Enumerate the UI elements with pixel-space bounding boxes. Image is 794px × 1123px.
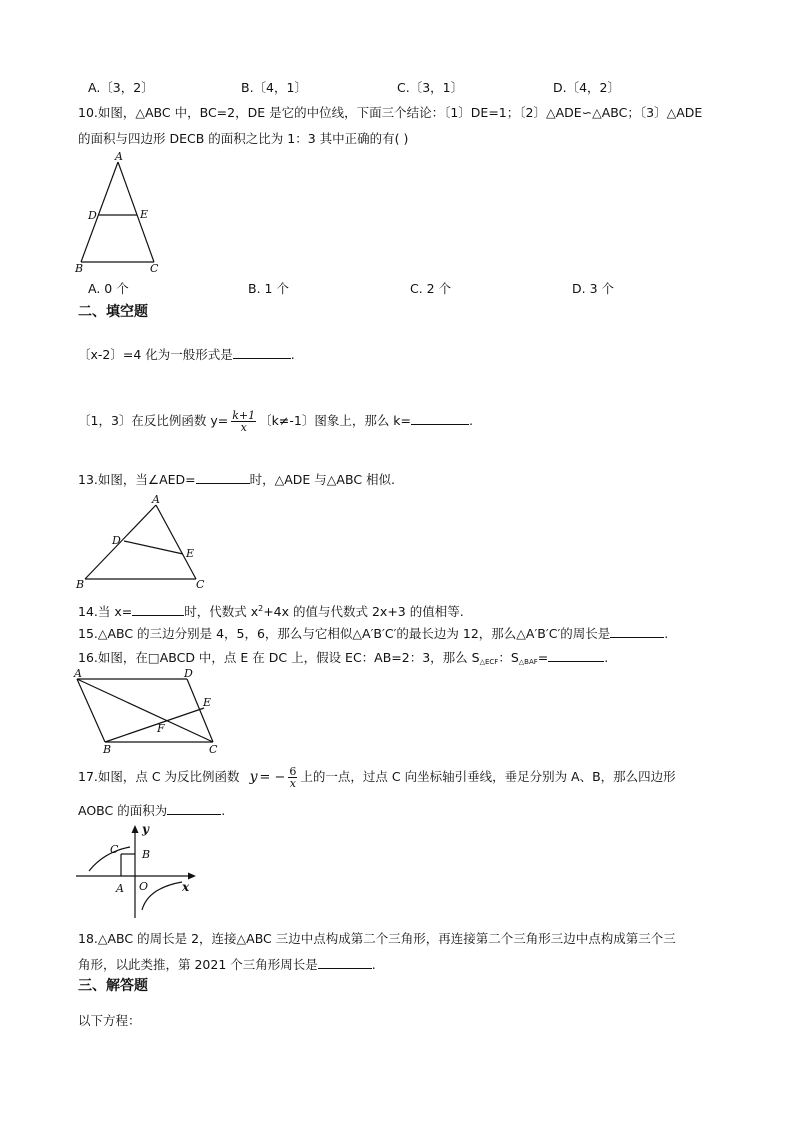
q11-end: . xyxy=(290,347,295,362)
q13 xyxy=(78,471,395,488)
q10-label-d: D xyxy=(88,209,97,222)
q13-label-c: C xyxy=(196,578,205,591)
q13-label-d: D xyxy=(112,534,121,547)
q17-pre: 17.如图，点 C 为反比例函数 xyxy=(78,769,240,784)
q18-line1: 18.△ABC 的周长是 2，连接△ABC 三边中点构成第二个三角形，再连接第二个三角形三边中点构成第三个三 xyxy=(78,931,676,946)
q15-pre: 15.△ABC 的三边分别是 4，5，6，那么与它相似△A′B′C′的最长边为 12，那么△A′B′C′的周长是 xyxy=(78,626,611,641)
q13-triangle-figure xyxy=(72,493,212,593)
q11 xyxy=(78,346,295,363)
q12-post: 〔k≠-1〕图象上，那么 k= xyxy=(259,413,412,428)
q15 xyxy=(78,625,668,642)
q16-side-dc xyxy=(187,679,213,742)
q14-sup: 2 xyxy=(258,604,264,613)
q10-option-c: C. 2 个 xyxy=(410,281,452,296)
q16-pre: 16.如图，在□ABCD 中，点 E 在 DC 上，假设 EC：AB=2：3，那么 S xyxy=(78,650,480,665)
q10-option-d: D. 3 个 xyxy=(572,281,614,296)
q10-label-c: C xyxy=(150,262,159,275)
q14-pre: 14.当 x= xyxy=(78,604,133,619)
q14-answer-blank[interactable] xyxy=(132,603,184,616)
q16-mid: ：S xyxy=(498,650,519,665)
q17-label-y: y xyxy=(142,822,149,836)
q11-answer-blank[interactable] xyxy=(233,346,291,359)
q16 xyxy=(78,649,608,670)
q17-post: 上的一点，过点 C 向坐标轴引垂线，垂足分别为 A、B，那么四边形 xyxy=(300,769,676,784)
q17-x-arrow xyxy=(188,873,196,880)
q18-end: . xyxy=(371,957,376,972)
q13-post: 时，△ADE 与△ABC 相似. xyxy=(249,472,395,487)
section-2-heading: 二、填空题 xyxy=(78,304,148,320)
q17-line1 xyxy=(78,765,676,790)
q17-frac-num: 6 xyxy=(289,765,297,778)
q14 xyxy=(78,601,464,620)
q14-mid1: 时，代数式 x xyxy=(184,604,259,619)
q9-option-d: D.〔4，2〕 xyxy=(553,80,621,95)
section-3-heading: 三、解答题 xyxy=(78,978,148,994)
q14-mid2: +4x 的值与代数式 2x+3 的值相等. xyxy=(263,604,464,619)
q18-line2 xyxy=(78,956,376,973)
q15-answer-blank[interactable] xyxy=(610,625,664,638)
q17-end: . xyxy=(221,803,226,818)
q16-segment-ac xyxy=(77,679,213,742)
q13-pre: 13.如图，当∠AED= xyxy=(78,472,196,487)
q17-label-o: O xyxy=(139,880,149,893)
q10-option-b: B. 1 个 xyxy=(248,281,289,296)
q16-parallelogram-figure xyxy=(72,668,232,756)
q19-intro: 以下方程： xyxy=(78,1013,141,1028)
q16-label-c: C xyxy=(209,743,218,756)
q16-post: = xyxy=(537,650,549,665)
q10-stem-line1: 10.如图，△ABC 中，BC=2，DE 是它的中位线，下面三个结论：〔1〕DE=1；〔2〕△ADE∽△ABC；〔3〕△ADE xyxy=(78,105,703,120)
q13-side-ac xyxy=(156,505,196,579)
q9-option-c: C.〔3，1〕 xyxy=(397,80,464,95)
q16-label-d: D xyxy=(184,668,193,680)
q17-label-x: x xyxy=(182,880,190,894)
q10-label-b: B xyxy=(75,262,84,275)
q10-stem-line2: 的面积与四边形 DECB 的面积之比为 1：3 其中正确的有( ) xyxy=(78,131,409,146)
q10-side-ab xyxy=(81,162,118,262)
q13-answer-blank[interactable] xyxy=(196,471,250,484)
q16-label-e: E xyxy=(203,696,212,709)
q17-label-c: C xyxy=(110,843,119,856)
q16-label-f: F xyxy=(157,722,165,735)
q10-side-ac xyxy=(118,162,154,262)
q12-answer-blank[interactable] xyxy=(411,412,469,425)
q16-end: . xyxy=(604,650,609,665)
q12-frac-num: k+1 xyxy=(232,409,256,422)
q16-label-a: A xyxy=(74,668,82,680)
q16-sub1: △ECF xyxy=(479,658,499,666)
q9-option-a: A.〔3，2〕 xyxy=(88,80,154,95)
q17-eq-y: y xyxy=(249,769,258,785)
q17-label-a: A xyxy=(116,882,124,895)
q16-answer-blank[interactable] xyxy=(548,649,604,662)
q10-label-e: E xyxy=(140,208,149,221)
q18-answer-blank[interactable] xyxy=(318,956,372,969)
q17-line2 xyxy=(78,802,225,819)
q16-side-ba xyxy=(77,679,105,742)
q13-label-e: E xyxy=(186,547,195,560)
q12-pre: 〔1，3〕在反比例函数 y= xyxy=(78,413,229,428)
q13-label-b: B xyxy=(76,578,85,591)
q17-frac-den: x xyxy=(289,777,297,790)
q12-fraction xyxy=(231,410,256,433)
q17-eq-mid: = − xyxy=(259,770,286,785)
q10-option-a: A. 0 个 xyxy=(88,281,129,296)
q12 xyxy=(78,409,473,433)
q12-frac-den: x xyxy=(240,421,247,434)
q17-line2-text: AOBC 的面积为 xyxy=(78,803,168,818)
q16-label-b: B xyxy=(103,743,112,756)
q17-answer-blank[interactable] xyxy=(167,802,221,815)
q12-end: . xyxy=(469,413,474,428)
q17-y-arrow xyxy=(132,825,139,833)
q18-line2-text: 角形，以此类推，第 2021 个三角形周长是 xyxy=(78,957,318,972)
q16-segment-be xyxy=(105,708,204,742)
q15-end: . xyxy=(664,626,669,641)
q11-text: 〔x-2〕=4 化为一般形式是 xyxy=(78,347,233,362)
q10-label-a: A xyxy=(115,150,123,163)
q16-sub2: △BAF xyxy=(518,658,538,666)
q10-triangle-figure xyxy=(72,148,172,276)
q17-label-b: B xyxy=(142,848,151,861)
q17-fraction xyxy=(288,766,297,789)
q13-segment-de xyxy=(124,541,183,554)
q17-coordinate-figure xyxy=(72,820,202,920)
q13-label-a: A xyxy=(152,493,160,506)
q9-option-b: B.〔4，1〕 xyxy=(241,80,307,95)
